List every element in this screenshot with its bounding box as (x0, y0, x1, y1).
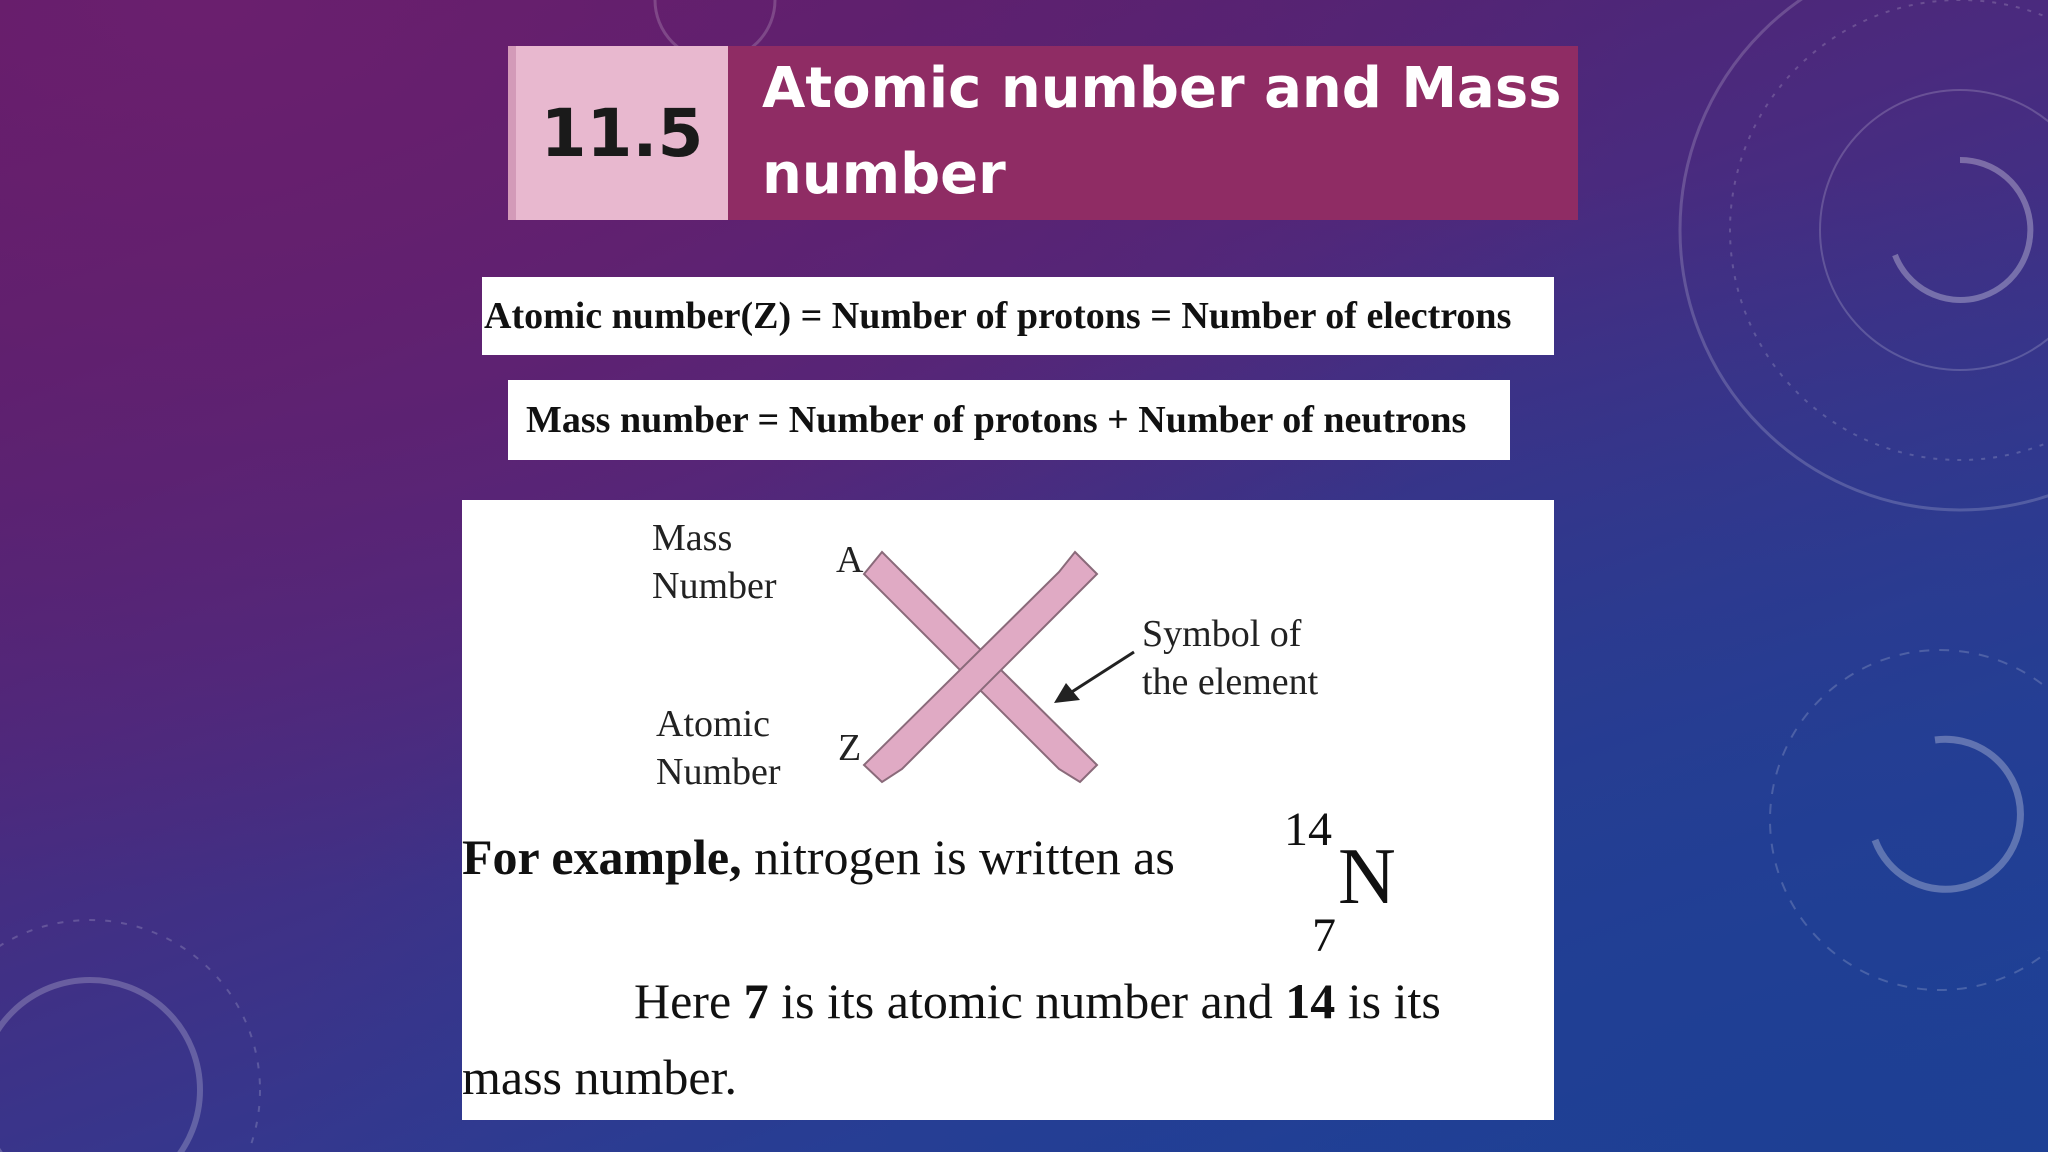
symbol-label-line-2: the element (1142, 661, 1319, 703)
notation-card (462, 500, 1554, 1120)
explanation-line-1 (634, 972, 1441, 1030)
symbol-label (1142, 610, 1318, 706)
isotope-mass-number: 14 (1284, 803, 1332, 856)
explanation-line-2: mass number. (462, 1049, 737, 1105)
mass-number-formula: Mass number = Number of protons + Number of neutrons (508, 380, 1510, 460)
mass-letter: A (836, 539, 864, 581)
symbol-label-line-1: Symbol of (1142, 613, 1302, 655)
atomic-letter: Z (838, 727, 862, 769)
explanation-part-1: Here (634, 973, 744, 1029)
mass-label-line-1: Mass (652, 517, 733, 559)
example-text: nitrogen is written as (741, 829, 1175, 885)
slide-title-line-2: number (762, 142, 1006, 207)
explanation-mass-value: 14 (1285, 973, 1336, 1029)
atomic-label-line-2: Number (656, 751, 781, 793)
atomic-label-line-1: Atomic (656, 703, 770, 745)
isotope-atomic-number: 7 (1312, 909, 1336, 962)
mass-number-label (652, 514, 777, 610)
atomic-number-formula: Atomic number(Z) = Number of protons = Number of electrons (482, 277, 1554, 355)
atomic-number-label (656, 700, 781, 796)
example-sentence (462, 828, 1175, 886)
slide-title (728, 46, 1578, 220)
title-banner (508, 46, 1578, 220)
isotope-symbol: N (1338, 833, 1396, 921)
example-lead: For example, (462, 829, 742, 885)
element-symbol-cross (864, 552, 1097, 782)
explanation-part-2: is its atomic number and (768, 973, 1286, 1029)
arrow-icon (1054, 652, 1134, 703)
explanation-atomic-value: 7 (743, 973, 769, 1029)
explanation-part-3: is its (1335, 973, 1441, 1029)
mass-label-line-2: Number (652, 565, 777, 607)
slide-title-line-1: Atomic number and Mass (762, 56, 1562, 121)
section-number: 11.5 (508, 46, 728, 220)
